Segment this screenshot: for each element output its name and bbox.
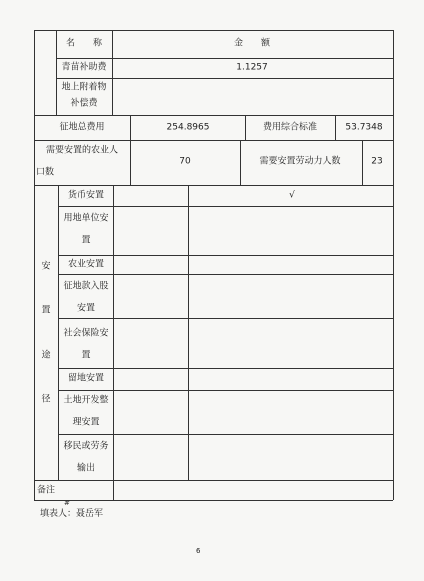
farmer-population-label-2: 口数 [35,167,55,178]
method-label-2: 输出 [76,463,96,474]
grid-line [335,115,336,140]
grid-line [56,58,393,59]
total-expense-value: 254.8965 [166,122,210,133]
grid-line [56,30,57,115]
remark-label: 备注 [36,485,56,496]
grid-line [58,185,59,480]
filler-label: 填表人： [40,509,77,519]
grid-line [34,30,393,31]
grid-line [58,434,393,435]
method-label: 用地单位安 [63,213,109,224]
seedling-compensation-value: 1.1257 [236,62,268,73]
grid-line [58,274,393,275]
resettlement-header-char: 途 [41,350,51,361]
labor-population-value: 23 [371,156,383,167]
method-label: 社会保险安 [63,328,109,339]
grid-line [393,30,394,500]
method-label: 农业安置 [67,259,105,270]
seedling-compensation-label: 青苗补助费 [61,62,107,73]
grid-line [245,115,246,140]
grid-line [34,185,393,186]
attachment-compensation-label-2: 补偿费 [70,98,98,109]
method-label-2: 置 [81,350,91,361]
name-column-header: 名 称 [65,38,103,49]
total-expense-label: 征地总费用 [59,122,105,133]
resettlement-header-char: 径 [41,394,51,405]
grid-line [34,115,393,116]
method-label-2: 置 [81,235,91,246]
filler-name: 聂岳军 [76,509,104,519]
grid-line [58,255,393,256]
grid-line [34,500,393,501]
method-label: 移民或劳务 [63,441,109,452]
method-label: 征地款入股 [63,281,109,292]
resettlement-header-char: 置 [41,305,51,316]
attachment-compensation-label: 地上附着物 [61,82,107,93]
resettlement-header-char: 安 [41,261,51,272]
grid-line [58,206,393,207]
method-label: 货币安置 [67,190,105,201]
farmer-population-value: 70 [179,156,191,167]
grid-line [58,318,393,319]
grid-line [34,480,393,481]
page-number: 6 [196,547,201,555]
grid-line [240,140,241,185]
method-label-2: 理安置 [72,417,100,428]
method-label: 留地安置 [67,373,105,384]
grid-line [362,140,363,185]
amount-column-header: 金 额 [233,38,271,49]
grid-line [34,30,35,500]
method-mark: √ [289,190,295,201]
farmer-population-label: 需要安置的农业人 [45,145,119,156]
grid-line [130,115,131,185]
labor-population-label: 需要安置劳动力人数 [259,156,341,167]
grid-line [56,78,393,79]
grid-line [34,140,393,141]
ink-mark: # [64,499,70,507]
grid-line [188,185,189,480]
grid-line [112,30,113,115]
grid-line [58,368,393,369]
expense-standard-label: 费用综合标准 [262,122,318,133]
grid-line [58,390,393,391]
grid-line [113,185,114,500]
form-footer [40,506,103,519]
expense-standard-value: 53.7348 [345,122,383,133]
method-label-2: 安置 [76,303,96,314]
method-label: 土地开发整 [63,395,109,406]
